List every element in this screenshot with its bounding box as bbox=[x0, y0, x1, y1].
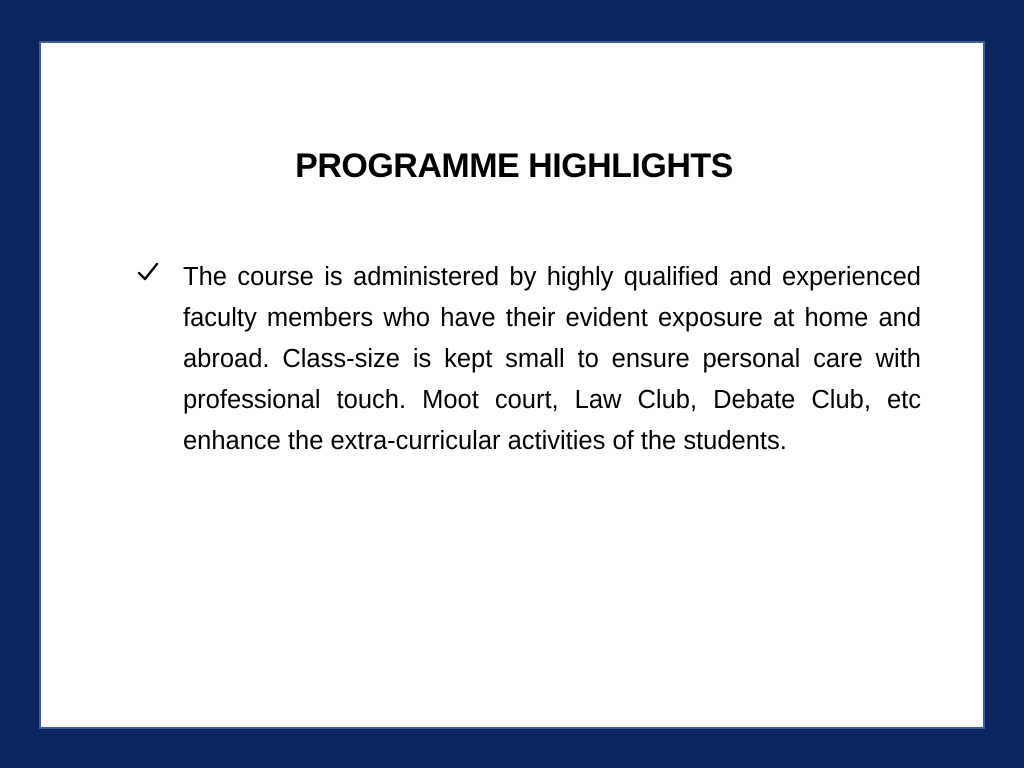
bullet-list bbox=[133, 257, 921, 462]
slide-content-panel bbox=[39, 41, 985, 729]
bullet-text: The course is administered by highly qualified and experienced faculty members who have their evident exposure at home and abroad. Class-size is kept small to ensure personal care with professional touch. Moot court, Law Club, Debate Club, etc enhance the extra-curricular activities of the students. bbox=[183, 263, 921, 455]
slide-title: PROGRAMME HIGHLIGHTS bbox=[295, 147, 733, 185]
checkmark-icon bbox=[137, 261, 159, 283]
bullet-item bbox=[133, 257, 921, 462]
